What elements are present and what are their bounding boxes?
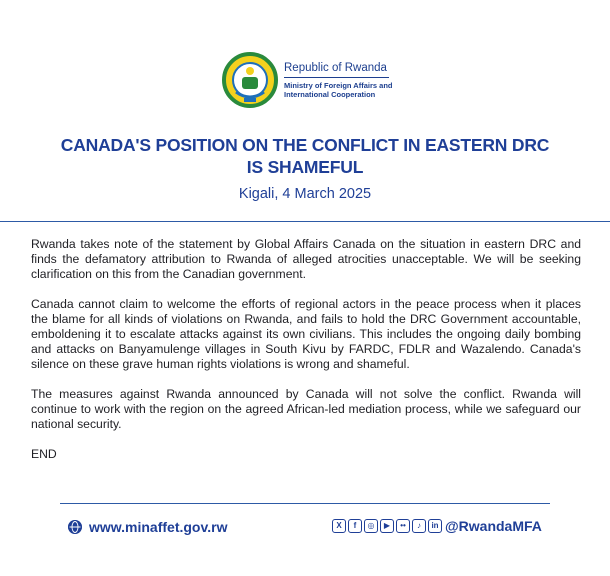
flickr-icon[interactable]: •• [396, 519, 410, 533]
paragraph-3: The measures against Rwanda announced by Canada will not solve the conflict. Rwanda will continue to work with the region on the agreed African-led mediation process, while we safeguard our national security. [31, 387, 581, 431]
rwanda-coat-of-arms-icon [222, 52, 278, 108]
paragraph-2: Canada cannot claim to welcome the efforts of regional actors in the peace process when it places the blame for all kinds of violations on Rwanda, and fails to hold the DRC Government accountable, emboldening it to escalate attacks against its own civilians. This includes the ongoing daily bombing and attacks on Banyamulenge villages in South Kivu by FARDC, FDLR and Wazalendo. Canada's silence on these grave human rights violations is wrong and shameful. [31, 297, 581, 371]
letterhead [222, 52, 394, 108]
ministry-label: Ministry of Foreign Affairs and International Cooperation [284, 80, 393, 99]
x-icon[interactable]: X [332, 519, 346, 533]
website-link[interactable] [68, 519, 227, 535]
page-title [0, 134, 610, 178]
social-bar [332, 518, 542, 534]
end-marker: END [31, 447, 57, 461]
globe-icon [68, 520, 82, 534]
dateline: Kigali, 4 March 2025 [238, 186, 372, 202]
statement-body [31, 237, 581, 477]
instagram-icon[interactable]: ◎ [364, 519, 378, 533]
tiktok-icon[interactable]: ♪ [412, 519, 426, 533]
facebook-icon[interactable]: f [348, 519, 362, 533]
bottom-divider [60, 503, 550, 504]
republic-label: Republic of Rwanda [284, 62, 389, 78]
social-handle[interactable]: @RwandaMFA [445, 518, 542, 534]
top-divider [0, 221, 610, 222]
linkedin-icon[interactable]: in [428, 519, 442, 533]
title-line-2: IS SHAMEFUL [246, 157, 364, 177]
youtube-icon[interactable]: ▶ [380, 519, 394, 533]
title-line-1: CANADA'S POSITION ON THE CONFLICT IN EASTERN DRC [60, 135, 550, 155]
website-url[interactable]: www.minaffet.gov.rw [89, 519, 228, 535]
paragraph-1: Rwanda takes note of the statement by Global Affairs Canada on the situation in eastern DRC and finds the defamatory attribution to Rwanda of alleged atrocities unacceptable. We will be seeking clarification on this from the Canadian government. [31, 237, 581, 281]
